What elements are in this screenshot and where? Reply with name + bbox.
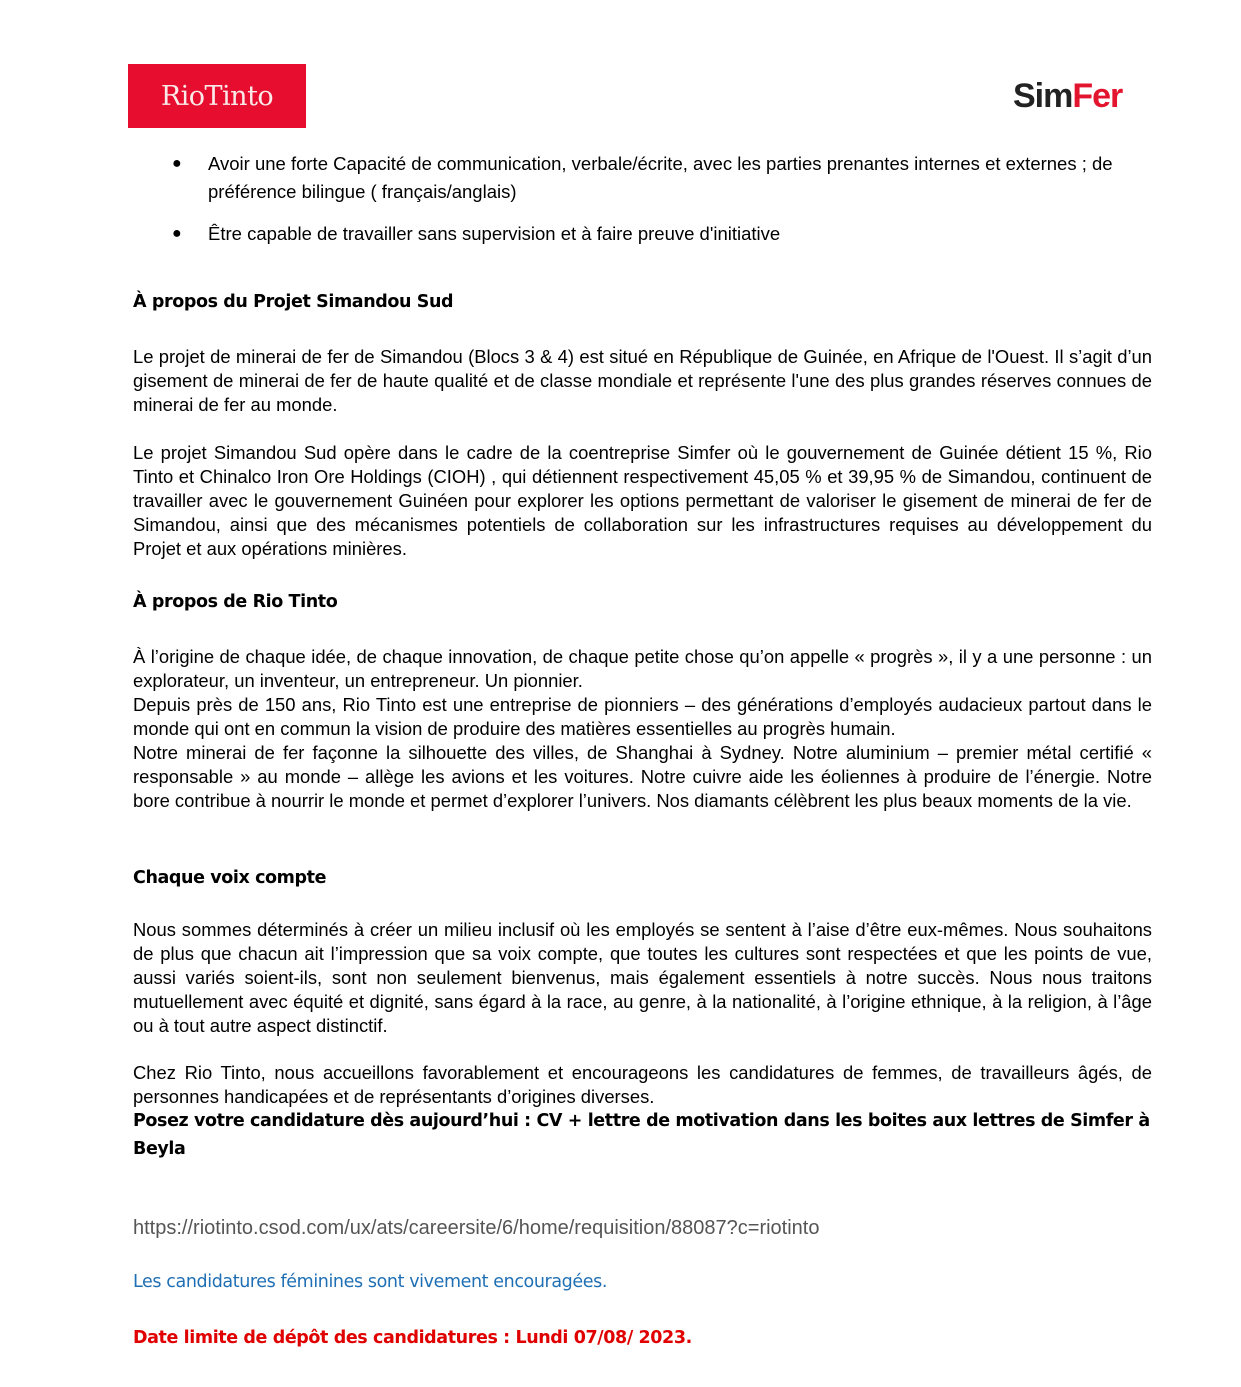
paragraph-rio-tinto-3: Notre minerai de fer façonne la silhouette des villes, de Shanghai à Sydney. Notre aluminium – premier métal certifié « responsable » au monde – allège les avions et les voitures. Notre cuivre aide les éoliennes à produire de l’énergie. Notre bore contribue à nourrir le monde et permet d’explorer l’univers. Nos diamants célèbrent les plus beaux moments de la vie. xyxy=(133,742,1152,811)
paragraph-voix-2: Chez Rio Tinto, nous accueillons favorablement et encourageons les candidatures de femmes, de travailleurs âgés, de personnes handicapées et de représentants d’origines diverses. xyxy=(133,1062,1152,1107)
heading-chaque-voix: Chaque voix compte xyxy=(133,868,327,888)
deadline-text: Date limite de dépôt des candidatures : Lundi 07/08/ 2023. xyxy=(133,1328,692,1348)
paragraph-rio-tinto-2: Depuis près de 150 ans, Rio Tinto est une entreprise de pionniers – des générations d’employés audacieux partout dans le monde qui ont en commun la vision de produire des matières essentielles au progrès humain. xyxy=(133,694,1152,739)
heading-rio-tinto: À propos de Rio Tinto xyxy=(133,592,338,612)
heading-simandou: À propos du Projet Simandou Sud xyxy=(133,292,454,312)
paragraph-simandou-2: Le projet Simandou Sud opère dans le cadre de la coentreprise Simfer où le gouvernement de Guinée détient 15 %, Rio Tinto et Chinalco Iron Ore Holdings (CIOH) , qui détiennent respectivement 45,05 % et 39,95 % de Simandou, continuent de travailler avec le gouvernement Guinéen pour explorer les options permettant de valoriser le gisement de minerai de fer de Simandou, ainsi que des mécanismes potentiels de collaboration sur les infrastructures requises au développement du Projet et aux opérations minières. xyxy=(133,442,1152,559)
simfer-logo-sim: Sim xyxy=(1013,77,1073,115)
apply-heading: Posez votre candidature dès aujourd’hui : CV + lettre de motivation dans les boites aux lettres de Simfer à Beyla xyxy=(133,1111,1150,1159)
list-item: ● Être capable de travailler sans supervision et à faire preuve d'initiative xyxy=(170,220,1130,248)
rio-tinto-logo xyxy=(128,64,306,128)
simfer-logo-fer: Fer xyxy=(1072,77,1123,115)
simfer-logo xyxy=(1013,76,1122,116)
women-encouraged-note: Les candidatures féminines sont vivement encouragées. xyxy=(133,1272,607,1292)
list-item: ● Avoir une forte Capacité de communication, verbale/écrite, avec les parties prenantes internes et externes ; de préférence bilingue ( français/anglais) xyxy=(170,150,1130,206)
bullet-icon: ● xyxy=(172,155,182,172)
requirements-list xyxy=(170,150,1130,262)
rio-tinto-logo-text: RioTinto xyxy=(160,80,274,112)
application-link[interactable]: https://riotinto.csod.com/ux/ats/careersite/6/home/requisition/88087?c=riotinto xyxy=(133,1217,820,1239)
paragraph-voix-1: Nous sommes déterminés à créer un milieu inclusif où les employés se sentent à l’aise d’être eux-mêmes. Nous souhaitons de plus que chacun ait l’impression que sa voix compte, que toutes les cultures sont respectées et que les points de vue, aussi variés soient-ils, sont non seulement bienvenus, mais également essentiels à notre succès. Nous nous traitons mutuellement avec équité et dignité, sans égard à la race, au genre, à la nationalité, à l’origine ethnique, à la religion, à l’âge ou à tout autre aspect distinctif. xyxy=(133,919,1152,1036)
paragraph-rio-tinto-1: À l’origine de chaque idée, de chaque innovation, de chaque petite chose qu’on appelle « progrès », il y a une personne : un explorateur, un inventeur, un entrepreneur. Un pionnier. xyxy=(133,646,1152,691)
paragraph-simandou-1: Le projet de minerai de fer de Simandou (Blocs 3 & 4) est situé en République de Guinée, en Afrique de l'Ouest. Il s’agit d’un gisement de minerai de fer de haute qualité et de classe mondiale et représente l'une des plus grandes réserves connues de minerai de fer au monde. xyxy=(133,346,1152,415)
bullet-icon: ● xyxy=(172,225,182,242)
